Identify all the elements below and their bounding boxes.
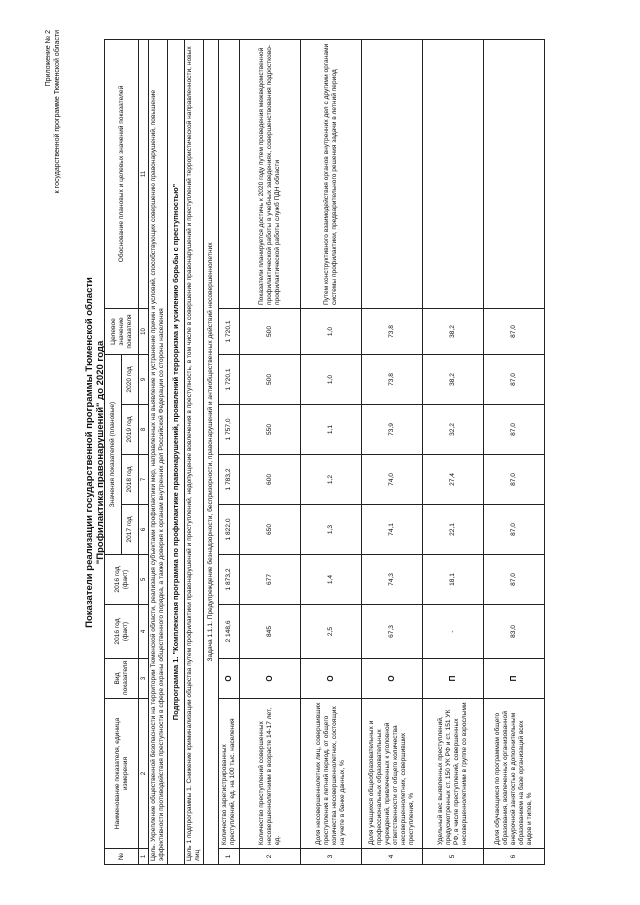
- header-reason: Обоснование плановых и целевых значений показателей: [105, 40, 139, 309]
- value-2016b: 677: [240, 555, 301, 605]
- target-value: 87,0: [484, 309, 545, 355]
- value-2018: 74,0: [362, 455, 423, 505]
- value-2017: 87,0: [484, 505, 545, 555]
- row-number: 6: [484, 849, 545, 865]
- colnum: 1: [139, 849, 149, 865]
- column-numbers-row: [139, 40, 149, 865]
- table-row: [219, 40, 240, 865]
- indicator-type: О: [219, 659, 240, 699]
- value-2019: 550: [240, 405, 301, 455]
- colnum: 4: [139, 605, 149, 659]
- table-row: [301, 40, 362, 865]
- colnum: 7: [139, 455, 149, 505]
- header-2019: 2019 год: [122, 405, 139, 455]
- target-value: 500: [240, 309, 301, 355]
- value-2018: 87,0: [484, 455, 545, 505]
- colnum: 6: [139, 505, 149, 555]
- indicator-name: Количество зарегистрированных преступлений, ед. на 100 тыс. населения: [219, 699, 240, 849]
- value-2016b: 87,0: [484, 555, 545, 605]
- colnum: 8: [139, 405, 149, 455]
- value-2016b: 18,1: [423, 555, 484, 605]
- header-2020: 2020 год: [122, 355, 139, 405]
- annex-line-1: Приложение № 2: [45, 30, 52, 87]
- reason-text: Показатели планируется достичь к 2020 году путем проведения межведомственной профилактической работы в учебных заведениях, совершенствования подростково-профилактической работы служб ПДН области: [240, 40, 301, 309]
- value-2019: 73,9: [362, 405, 423, 455]
- value-2020: 38,2: [423, 355, 484, 405]
- colnum: 3: [139, 659, 149, 699]
- row-number: 2: [240, 849, 301, 865]
- indicator-name: Количество преступлений совершенных несовершеннолетними в возрасте 14-17 лет, ед.: [240, 699, 301, 849]
- value-2016: -: [423, 605, 484, 659]
- target-value: 1,0: [301, 309, 362, 355]
- indicator-name: Доля несовершеннолетних лиц, совершивших преступления в летний период, от общего количества несовершеннолетних, состоящих на учете в банке данных, %: [301, 699, 362, 849]
- value-2018: 1,2: [301, 455, 362, 505]
- value-2017: 1,3: [301, 505, 362, 555]
- indicator-type: О: [301, 659, 362, 699]
- header-2016: 2016 год (факт): [105, 605, 139, 659]
- program-goal: Цель. Укрепление общественной безопасности на территории Тюменской области, реализация субъектами профилактики мер, направленных на выявление и устранение причин и условий, способствующих совершению правонарушений, повышение эффективности противодействия преступности в сфере охраны общественного порядка, а также доверия к органам внутренних дел Российской Федерации со стороны населения: [149, 40, 168, 865]
- annex-line-2: к государственной программе Тюменской области: [54, 30, 61, 194]
- header-2016b: 2016 год (факт): [105, 555, 139, 605]
- value-2020: 87,0: [484, 355, 545, 405]
- document-title: [84, 0, 106, 905]
- indicator-name: Доля обучающихся по программам общего образования, вовлеченных организованной внеурочной занятостью в дополнительным образованием на базе организаций всех видов и типов, %: [484, 699, 545, 849]
- value-2020: 500: [240, 355, 301, 405]
- header-target: Целевое значение показателя: [105, 309, 139, 355]
- row-number: 3: [301, 849, 362, 865]
- value-2016b: 74,3: [362, 555, 423, 605]
- reason-text: [219, 40, 240, 309]
- table-row: [484, 40, 545, 865]
- header-name: Наименование показателя, единица измерения: [105, 699, 139, 849]
- value-2020: 73,8: [362, 355, 423, 405]
- value-2016: 845: [240, 605, 301, 659]
- colnum: 2: [139, 699, 149, 849]
- header-num: №: [105, 849, 139, 865]
- value-2017: 650: [240, 505, 301, 555]
- indicator-name: Удельный вес выявленных преступлений, предусмотренных ст. 150 УК РФ и ст. 151 УК РФ, в числе преступлений, совершенных несовершеннолетними в группе со взрослыми: [423, 699, 484, 849]
- value-2020: 1 720,1: [219, 355, 240, 405]
- table-row: [240, 40, 301, 865]
- indicator-type: О: [362, 659, 423, 699]
- value-2016: 2,5: [301, 605, 362, 659]
- header-plan-group: Значения показателей (плановые): [105, 355, 122, 555]
- value-2019: 1 757,0: [219, 405, 240, 455]
- value-2019: 87,0: [484, 405, 545, 455]
- table-row: [423, 40, 484, 865]
- row-number: 1: [219, 849, 240, 865]
- table-row: [362, 40, 423, 865]
- colnum: 11: [139, 40, 149, 309]
- header-row: [105, 40, 122, 865]
- value-2020: 1,0: [301, 355, 362, 405]
- task-title: Задача 1.1.1. Предупреждение безнадзорности, беспризорности, правонарушений и антиобщественных действий несовершеннолетних: [204, 40, 219, 865]
- colnum: 10: [139, 309, 149, 355]
- value-2016: 2 148,6: [219, 605, 240, 659]
- header-type: Вид показателя: [105, 659, 139, 699]
- subprogram-row: [168, 40, 185, 865]
- indicator-name: Доля учащихся общеобразовательных и профессиональных образовательных учреждений, привлеченных к уголовной ответственности от общего количества несовершеннолетних, совершивших преступления, %: [362, 699, 423, 849]
- reason-text: [484, 40, 545, 309]
- row-number: 4: [362, 849, 423, 865]
- reason-text: [423, 40, 484, 309]
- title-line-2: "Профилактика правонарушений" до 2020 года: [95, 340, 106, 565]
- task-row: [204, 40, 219, 865]
- row-number: 5: [423, 849, 484, 865]
- title-line-1: Показатели реализации государственной программы Тюменской области: [84, 277, 95, 628]
- value-2019: 32,2: [423, 405, 484, 455]
- indicator-type: П: [484, 659, 545, 699]
- colnum: 5: [139, 555, 149, 605]
- value-2016b: 1 873,2: [219, 555, 240, 605]
- value-2018: 1 783,2: [219, 455, 240, 505]
- target-value: 73,8: [362, 309, 423, 355]
- goal1-row: [185, 40, 204, 865]
- indicator-type: О: [240, 659, 301, 699]
- value-2017: 74,1: [362, 505, 423, 555]
- indicators-table: [104, 39, 545, 865]
- colnum: 9: [139, 355, 149, 405]
- indicator-type: П: [423, 659, 484, 699]
- header-2017: 2017 год: [122, 505, 139, 555]
- reason-text: Путем конструктивного взаимодействия органов внутренних дел с другими органами системы профилактики, предварительного решения задачи в летний период: [301, 40, 362, 309]
- value-2018: 27,4: [423, 455, 484, 505]
- subprogram-goal: Цель 1 подпрограммы 1. Снижение криминализации общества путем профилактики правонарушений и преступлений, недопущение вовлечения в преступность, в том числе в совершение правонарушений и преступлений террористической направленности, новых лиц: [185, 40, 204, 865]
- value-2016b: 1,4: [301, 555, 362, 605]
- value-2017: 1 822,0: [219, 505, 240, 555]
- header-2018: 2018 год: [122, 455, 139, 505]
- value-2016: 83,0: [484, 605, 545, 659]
- target-value: 1 720,1: [219, 309, 240, 355]
- annex-note: [44, 30, 62, 193]
- reason-text: [362, 40, 423, 309]
- target-value: 38,2: [423, 309, 484, 355]
- subprogram-title: Подпрограмма 1. "Комплексная программа по профилактике правонарушений, проявлений терроризма и усилению борьбы с преступностью": [168, 40, 185, 865]
- value-2017: 22,1: [423, 505, 484, 555]
- value-2019: 1,1: [301, 405, 362, 455]
- value-2018: 600: [240, 455, 301, 505]
- goal-row: [149, 40, 168, 865]
- value-2016: 67,3: [362, 605, 423, 659]
